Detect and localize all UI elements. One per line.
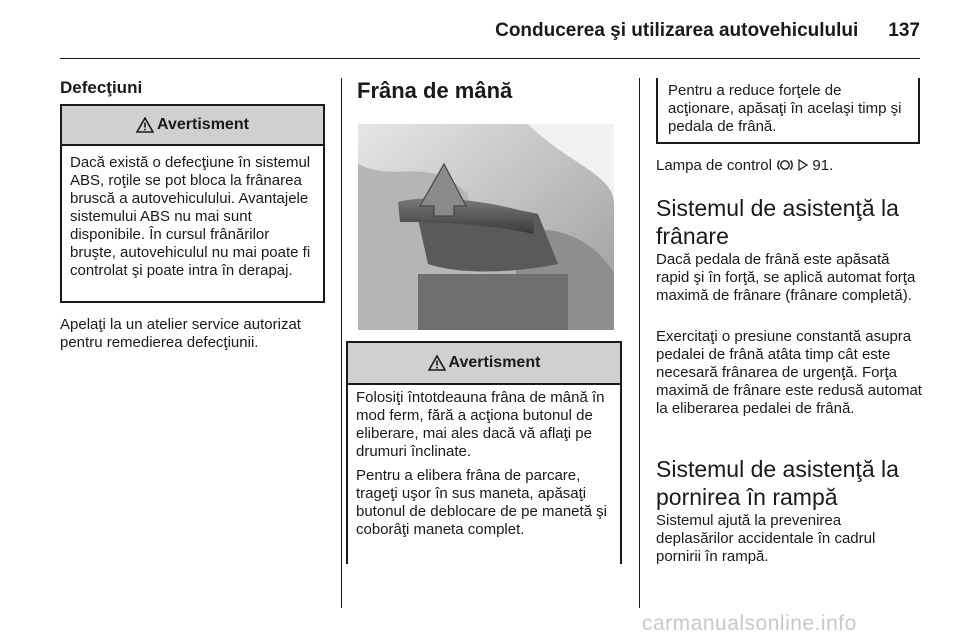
warning-header xyxy=(348,343,620,385)
info-box-pedal xyxy=(656,78,920,144)
warning-text: Dacă există o defecţiune în sistemul ABS, roţile se pot bloca la frânarea bruscă a autovehiculului. Avantajele sistemului ABS nu mai sunt disponibile. În cursul frânărilor bruşte, autovehiculul nu mai poate fi controlat şi poate intra în derapaj. xyxy=(70,154,311,279)
warning-text-1: Folosiţi întotdeauna frâna de mână în mod ferm, fără a acţiona butonul de eliberare, mai ales dacă vă aflaţi pe drumuri înclinate. xyxy=(356,389,605,460)
paragraph-pornire-rampa: Sistemul ajută la prevenirea deplasărilor accidentale în cadrul pornirii în rampă. xyxy=(656,512,876,565)
lamp-line xyxy=(656,157,920,175)
header-rule xyxy=(60,58,920,59)
warning-header xyxy=(62,106,323,146)
column-divider-1 xyxy=(341,78,342,608)
paragraph-atelier: Apelaţi la un atelier service autorizat pentru remedierea defecţiunii. xyxy=(60,316,301,351)
warning-box-handbrake-header xyxy=(346,341,622,381)
section-heading-defectiuni: Defecţiuni xyxy=(60,78,143,97)
paragraph-asistenta-franare-2: Exercitaţi o presiune constantă asupra pedalei de frână atâta timp cât este necesară frânarea de urgenţă. Forţa maximă de frânare este redusă automat la eliberarea pedalei de frână. xyxy=(656,328,922,417)
lamp-text: Lampa de control xyxy=(656,157,772,174)
warning-box-abs xyxy=(60,104,325,303)
warning-title: Avertisment xyxy=(448,354,541,371)
warning-text-2: Pentru a elibera frâna de parcare, trageţi uşor în sus maneta, apăsaţi butonul de deblocare de pe manetă şi coborâţi maneta complet. xyxy=(356,467,608,538)
warning-title: Avertisment xyxy=(157,116,249,133)
watermark: carmanualsonline.info xyxy=(642,612,857,635)
section-heading-frana-de-mana: Frâna de mână xyxy=(357,78,513,103)
column-divider-2 xyxy=(639,78,640,608)
section-heading-pornire-rampa: Sistemul de asistenţă la pornirea în rampă xyxy=(656,456,899,510)
warning-triangle-icon xyxy=(428,355,446,371)
info-box-text: Pentru a reduce forţele de acţionare, apăsaţi în acelaşi timp şi pedala de frână. xyxy=(668,82,902,135)
warning-body xyxy=(348,381,620,551)
warning-box-handbrake-body xyxy=(346,381,622,564)
lamp-page-ref: 91. xyxy=(812,157,834,174)
handbrake-illustration xyxy=(358,124,614,330)
section-heading-asistenta-franare: Sistemul de asistenţă la frânare xyxy=(656,195,899,249)
page-header-title: Conducerea şi utilizarea autovehiculului xyxy=(495,20,859,41)
page-header xyxy=(60,14,920,48)
warning-body xyxy=(62,146,323,292)
warning-triangle-icon xyxy=(136,117,154,133)
paragraph-asistenta-franare-1: Dacă pedala de frână este apăsată rapid şi în forţă, se aplică automat forţa maximă de frânare (frânare completă). xyxy=(656,251,916,304)
page-number: 137 xyxy=(888,20,920,41)
handbrake-photo xyxy=(358,124,614,330)
brake-lamp-icon xyxy=(776,158,794,172)
page-ref-icon xyxy=(798,159,808,171)
